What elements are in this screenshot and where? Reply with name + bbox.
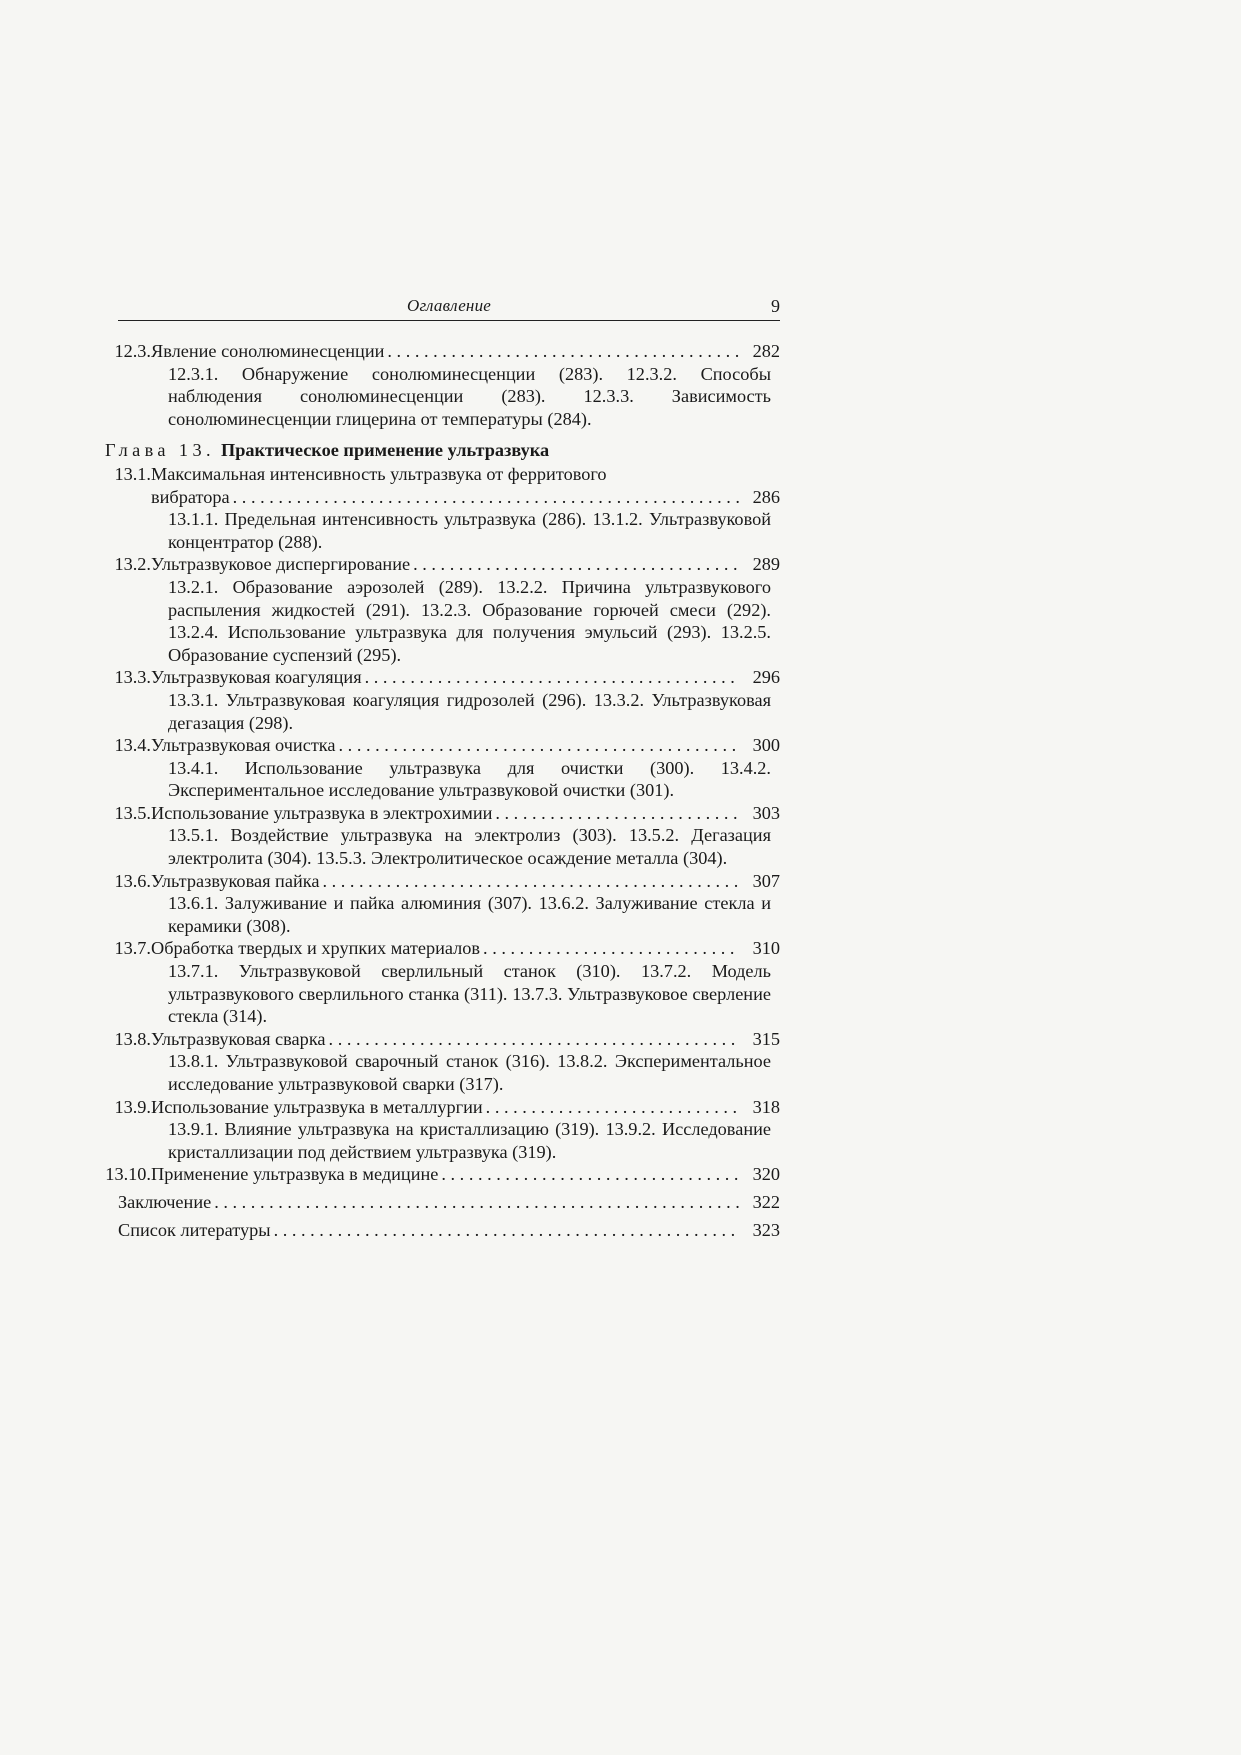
page-number: 9 — [771, 296, 780, 316]
leader-dots — [339, 734, 740, 757]
chapter-title: Практическое применение ультразвука — [220, 440, 550, 461]
subsection-list: 13.5.1. Воздействие ультразвука на электролиз (303). 13.5.2. Дегазация электролита (304). 13.5.3. Электролитическое осаждение металла (304). — [168, 825, 771, 869]
section-title: Применение ультразвука в медицине — [151, 1164, 439, 1185]
section-page: 310 — [752, 938, 780, 959]
toc-entry-13-7 — [105, 937, 780, 1027]
subsection-list: 13.3.1. Ультразвуковая коагуляция гидрозолей (296). 13.3.2. Ультразвуковая дегазация (298). — [168, 689, 771, 733]
section-number: 13.3. — [114, 667, 151, 688]
leader-dots — [329, 1028, 740, 1051]
section-title: Явление сонолюминесценции — [151, 341, 385, 361]
section-title: Список литературы — [118, 1219, 271, 1240]
section-page: 296 — [752, 667, 780, 688]
section-page: 307 — [752, 870, 780, 891]
section-title: Использование ультразвука в металлургии — [151, 1096, 483, 1117]
toc-entry-13-3 — [105, 666, 780, 734]
subsection-list: 13.1.1. Предельная интенсивность ультразвука (286). 13.1.2. Ультразвуковой концентратор (288). — [168, 509, 771, 552]
section-page: 320 — [752, 1164, 780, 1185]
section-page: 300 — [752, 735, 780, 756]
toc-entry-12-3 — [105, 340, 780, 430]
section-title: Обработка твердых и хрупких материалов — [151, 938, 481, 959]
section-number: 13.7. — [114, 938, 151, 959]
subsection-list: 13.9.1. Влияние ультразвука на кристаллизацию (319). 13.9.2. Исследование кристаллизации под действием ультразвука (319). — [168, 1119, 771, 1162]
section-title: Использование ультразвука в электрохимии — [151, 802, 493, 823]
subsection-list: 13.2.1. Образование аэрозолей (289). 13.2.2. Причина ультразвукового распыления жидкостей (291). 13.2.3. Образование горючей смеси (292). 13.2.4. Использование ультразвука для получения эмульсий (293). 13.2.5. Образование суспензий (295). — [168, 576, 771, 665]
toc-entry-13-4 — [105, 734, 780, 802]
table-of-contents — [105, 340, 780, 1241]
leader-dots — [387, 340, 740, 363]
section-page: 322 — [752, 1191, 780, 1212]
toc-entry-13-9 — [105, 1096, 780, 1164]
section-number: 13.2. — [114, 554, 151, 575]
toc-entry-conclusion — [105, 1191, 780, 1214]
subsection-list: 13.6.1. Залуживание и пайка алюминия (307). 13.6.2. Залуживание стекла и керамики (308). — [168, 893, 771, 936]
leader-dots — [274, 1219, 740, 1242]
leader-dots — [441, 1163, 740, 1186]
section-page: 303 — [752, 802, 780, 823]
leader-dots — [322, 870, 740, 893]
section-title-line1: Максимальная интенсивность ультразвука от ферритового — [151, 463, 607, 484]
section-page: 315 — [752, 1028, 780, 1049]
toc-entry-13-8 — [105, 1028, 780, 1096]
section-title: Ультразвуковое диспергирование — [151, 554, 411, 575]
section-number: 13.9. — [114, 1096, 151, 1117]
chapter-heading — [105, 439, 780, 462]
subsection-list: 13.7.1. Ультразвуковой сверлильный станок (310). 13.7.2. Модель ультразвукового сверлильного станка (311). 13.7.3. Ультразвуковое сверление стекла (314). — [168, 961, 771, 1027]
toc-entry-13-1 — [105, 463, 780, 553]
toc-entry-references — [105, 1219, 780, 1242]
section-number: 13.5. — [114, 802, 151, 823]
section-number: 13.10. — [105, 1164, 151, 1185]
leader-dots — [495, 802, 740, 825]
section-number: 13.8. — [114, 1028, 151, 1049]
leader-dots — [483, 937, 740, 960]
toc-entry-13-2 — [105, 553, 780, 666]
section-title: Ультразвуковая сварка — [151, 1028, 326, 1049]
section-number: 13.1. — [114, 463, 151, 484]
running-header — [118, 296, 780, 321]
leader-dots — [486, 1096, 740, 1119]
toc-entry-13-5 — [105, 802, 780, 870]
section-number: 12.3. — [114, 341, 151, 361]
section-page: 289 — [752, 554, 780, 575]
toc-entry-13-10 — [105, 1163, 780, 1186]
section-page: 318 — [752, 1096, 780, 1117]
section-title: Ультразвуковая коагуляция — [151, 667, 362, 688]
subsection-list: 13.4.1. Использование ультразвука для очистки (300). 13.4.2. Экспериментальное исследование ультразвуковой очистки (301). — [168, 757, 771, 801]
toc-entry-13-6 — [105, 870, 780, 938]
leader-dots — [413, 553, 740, 576]
leader-dots — [365, 666, 740, 689]
section-page: 286 — [752, 486, 780, 507]
leader-dots — [233, 486, 740, 509]
section-title: Ультразвуковая очистка — [151, 735, 336, 756]
section-page: 323 — [752, 1219, 780, 1240]
subsection-list: 13.8.1. Ультразвуковой сварочный станок (316). 13.8.2. Экспериментальное исследование ультразвуковой сварки (317). — [168, 1051, 771, 1094]
subsection-list: 12.3.1. Обнаружение сонолюминесценции (283). 12.3.2. Способы наблюдения сонолюминесценции (283). 12.3.3. Зависимость сонолюминесценции глицерина от температуры (284). — [168, 363, 771, 429]
section-title-line2: вибратора — [151, 486, 230, 507]
section-title: Ультразвуковая пайка — [151, 870, 320, 891]
section-title: Заключение — [118, 1191, 212, 1212]
running-title: Оглавление — [406, 296, 492, 315]
chapter-label: Глава 13. — [105, 440, 215, 461]
section-number: 13.4. — [114, 735, 151, 756]
section-page: 282 — [752, 341, 780, 361]
leader-dots — [214, 1191, 740, 1214]
section-number: 13.6. — [114, 870, 151, 891]
